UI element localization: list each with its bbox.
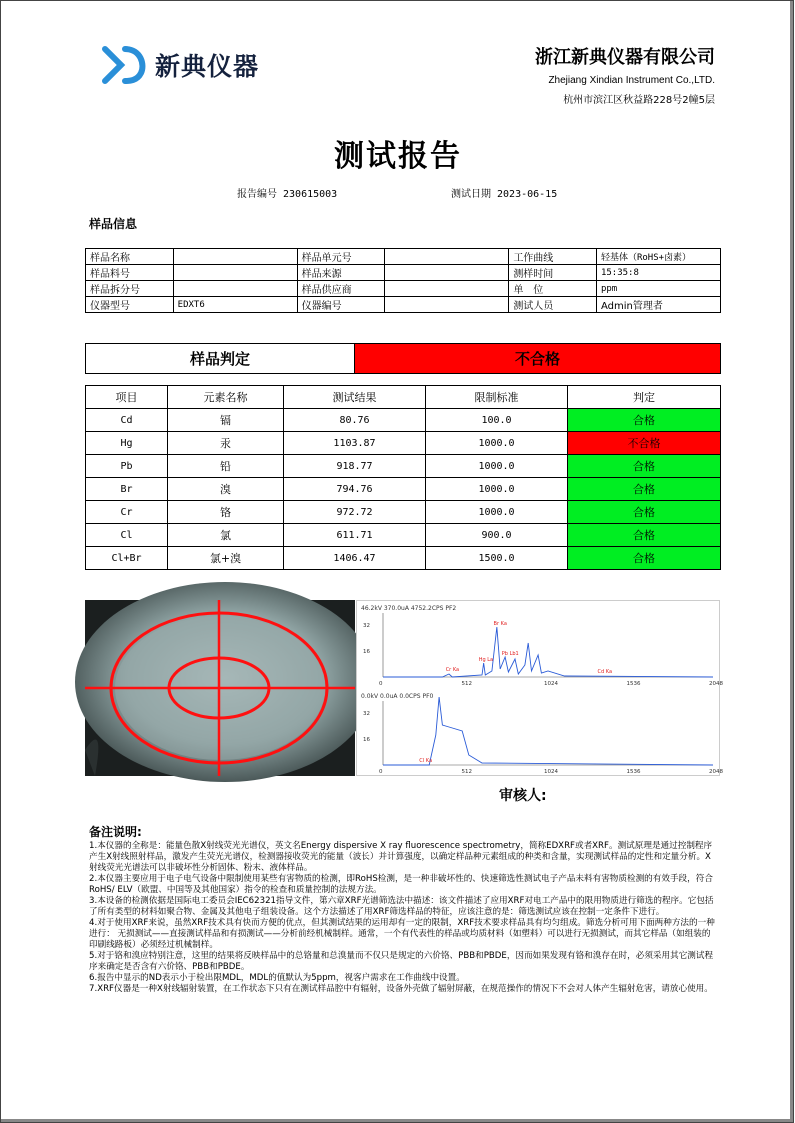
sample-camera-image [85,600,355,776]
report-number: 报告编号 230615003 [237,189,338,200]
info-value: Admin管理者 [596,297,720,313]
info-value [173,281,297,297]
note-item: 1.本仪器的全称是：能量色散X射线荧光光谱仪，英文名Energy dispersive X ray fluorescence spectrometry，简称EDXRF或者XRF。测试原理是通过控制程序产生X射线照射样品，激发产生荧光光谱仪，检测器接收荧光的能量（波长）并计算强度，以确定样品种元素组成的种类和含量，实现测试样品的定性和定量分析。X射线荧光光谱法可以非破坏性分析固体、粉末、液体样品。 [89,841,713,873]
info-value: ppm [596,281,720,297]
camera-view [85,600,355,776]
company-info [535,43,715,106]
limit-standard: 1000.0 [426,501,568,524]
info-value: EDXT6 [173,297,297,313]
xd-logo-icon [101,45,147,85]
limit-standard: 1000.0 [426,478,568,501]
y-tick-label: 16 [363,737,370,743]
x-tick-label: 512 [461,769,472,775]
judgement: 不合格 [568,432,721,455]
column-header: 限制标准 [426,386,568,409]
company-address: 杭州市滨江区秋益路228号2幢5层 [563,95,715,106]
x-tick-label: 2048 [709,681,723,687]
sample-info-table [85,248,721,313]
test-result: 80.76 [284,409,426,432]
note-item: 3.本设备的检测依据是国际电工委员会IEC62321指导文件，第六章XRF光谱筛选法中描述：该文件描述了应用XRF对电工产品中的限用物质进行筛选的程序。它包括了所有类型的材料如聚合物、金属及其他电子组装设备。这个方法描述了用XRF筛选样品的特征，应该注意的是：筛选测试应该在控制一定条件下进行。 [89,896,714,917]
element-name: 氯+溴 [168,547,284,570]
x-tick-label: 1536 [626,681,641,687]
sample-verdict-table [85,343,721,374]
judgement: 合格 [568,409,721,432]
company-logo [101,45,259,85]
element-name: 铬 [168,501,284,524]
info-value [173,265,297,281]
reviewer-label: 审核人: [499,788,547,804]
x-tick-label: 512 [461,681,472,687]
peak-label: Cd Ka [597,669,613,675]
sample-info-heading: 样品信息 [89,217,138,231]
y-tick-label: 32 [363,623,370,629]
table-row [86,297,721,313]
table-row [86,409,721,432]
judgement: 合格 [568,524,721,547]
info-label: 仪器编号 [297,297,385,313]
limit-standard: 1000.0 [426,455,568,478]
note-item: 4.对于使用XRF来说，虽然XRF技术具有快而方便的优点，但其测试结果的运用却有一定的限制，XRF技术要求样品具有均匀组成。筛选分析可用下面两种方法的一种进行： 无损测试——直接测试样品和有损测试——分析前经机械制样。通常，一个有代表性的样品或均质材料（如塑料）可以进行无损测试，而其它样品（如组装的印刷线路板）必须经过机械制样。 [89,918,715,950]
peak-label: Cr Ka [445,667,460,673]
info-label: 样品单元号 [297,249,385,265]
verdict-value: 不合格 [355,344,721,374]
table-row [86,281,721,297]
table-row [86,265,721,281]
spectrum-header: 46.2kV 370.0uA 4752.2CPS PF2 [361,605,457,612]
info-label: 样品供应商 [297,281,385,297]
info-label: 工作曲线 [509,249,597,265]
note-item: 2.本仪器主要应用于电子电气设备中限制使用某些有害物质的检测，即RoHS检测，是一种非破坏性的、快速筛选性测试电子产品未料有害物质检测的有效手段，符合RoHS/ ELV（欧盟、中国等及其他国家）指令的检查和质量控制的法规方法。 [89,874,713,895]
table-row [86,501,721,524]
element-name: 汞 [168,432,284,455]
element-symbol: Cl [86,524,168,547]
test-result: 1406.47 [284,547,426,570]
peak-label: Cl Ka [419,758,433,764]
element-symbol: Br [86,478,168,501]
element-name: 溴 [168,478,284,501]
note-item: 5.对于铬和溴应特别注意，这里的结果将反映样品中的总铬量和总溴量而不仅只是规定的六价铬、PBB和PBDE，因而如果发现有铬和溴存在时，必须采用其它测试程序来确定是否含有六价铬、PBB和PBDE。 [89,951,714,972]
brand-name: 新典仪器 [155,52,260,81]
column-header: 测试结果 [284,386,426,409]
element-symbol: Pb [86,455,168,478]
info-label: 样品拆分号 [86,281,174,297]
info-label: 仪器型号 [86,297,174,313]
judgement: 合格 [568,501,721,524]
table-row [86,478,721,501]
column-header: 元素名称 [168,386,284,409]
table-row [86,524,721,547]
info-value [385,297,509,313]
note-item: 7.XRF仪器是一种X射线辐射装置，在工作状态下只有在测试样品腔中有辐射，设备外壳做了辐射屏蔽，在规范操作的情况下不会对人体产生辐射危害，请放心使用。 [89,984,713,994]
limit-standard: 1000.0 [426,432,568,455]
y-tick-label: 16 [363,649,370,655]
spectrum-line-bottom [383,697,713,765]
info-value: 轻基体（RoHS+卤素） [596,249,720,265]
element-symbol: Cd [86,409,168,432]
limit-standard: 900.0 [426,524,568,547]
column-header: 项目 [86,386,168,409]
report-title: 测试报告 [334,139,462,174]
company-name-en: Zhejiang Xindian Instrument Co.,LTD. [548,75,715,86]
element-symbol: Cr [86,501,168,524]
element-symbol: Cl+Br [86,547,168,570]
x-tick-label: 1536 [626,769,641,775]
x-tick-label: 0 [379,681,383,687]
x-tick-label: 1024 [544,769,558,775]
info-label: 样品料号 [86,265,174,281]
judgement: 合格 [568,547,721,570]
info-value: 15:35:8 [596,265,720,281]
peak-label: Br Ka [493,621,507,627]
judgement: 合格 [568,478,721,501]
table-row [86,432,721,455]
notes-title: 备注说明: [89,825,142,839]
info-label: 样品来源 [297,265,385,281]
info-value [385,249,509,265]
spectrum-line-top [383,627,713,677]
x-tick-label: 0 [379,769,383,775]
column-header: 判定 [568,386,721,409]
info-label: 样品名称 [86,249,174,265]
info-value [173,249,297,265]
element-name: 铅 [168,455,284,478]
peak-label: Pb Lb1 [501,651,519,657]
xrf-spectrum [356,600,723,776]
judgement: 合格 [568,455,721,478]
info-label: 测样时间 [509,265,597,281]
table-row [86,547,721,570]
peak-label: Hg La [478,657,494,663]
verdict-label: 样品判定 [86,344,355,374]
test-result: 611.71 [284,524,426,547]
element-name: 氯 [168,524,284,547]
test-result: 918.77 [284,455,426,478]
limit-standard: 100.0 [426,409,568,432]
limit-standard: 1500.0 [426,547,568,570]
test-date: 测试日期 2023-06-15 [451,189,558,200]
y-tick-label: 32 [363,711,370,717]
test-result: 1103.87 [284,432,426,455]
test-result: 972.72 [284,501,426,524]
table-row [86,249,721,265]
x-tick-label: 1024 [544,681,558,687]
info-value [385,265,509,281]
element-name: 镉 [168,409,284,432]
note-item: 6.报告中显示的ND表示小于检出限MDL，MDL的值默认为5ppm，视客户需求在工作曲线中设置。 [89,973,465,983]
info-value [385,281,509,297]
results-header-row [86,386,721,409]
element-symbol: Hg [86,432,168,455]
info-label: 单 位 [509,281,597,297]
company-name-cn: 浙江新典仪器有限公司 [535,47,715,68]
x-tick-label: 2048 [709,769,723,775]
results-table [85,385,721,570]
test-result: 794.76 [284,478,426,501]
spectrum-header: 0.0kV 0.0uA 0.0CPS PF0 [361,693,434,700]
notes-body [89,841,719,995]
info-label: 测试人员 [509,297,597,313]
spectrum-plot [357,601,723,775]
table-row [86,455,721,478]
